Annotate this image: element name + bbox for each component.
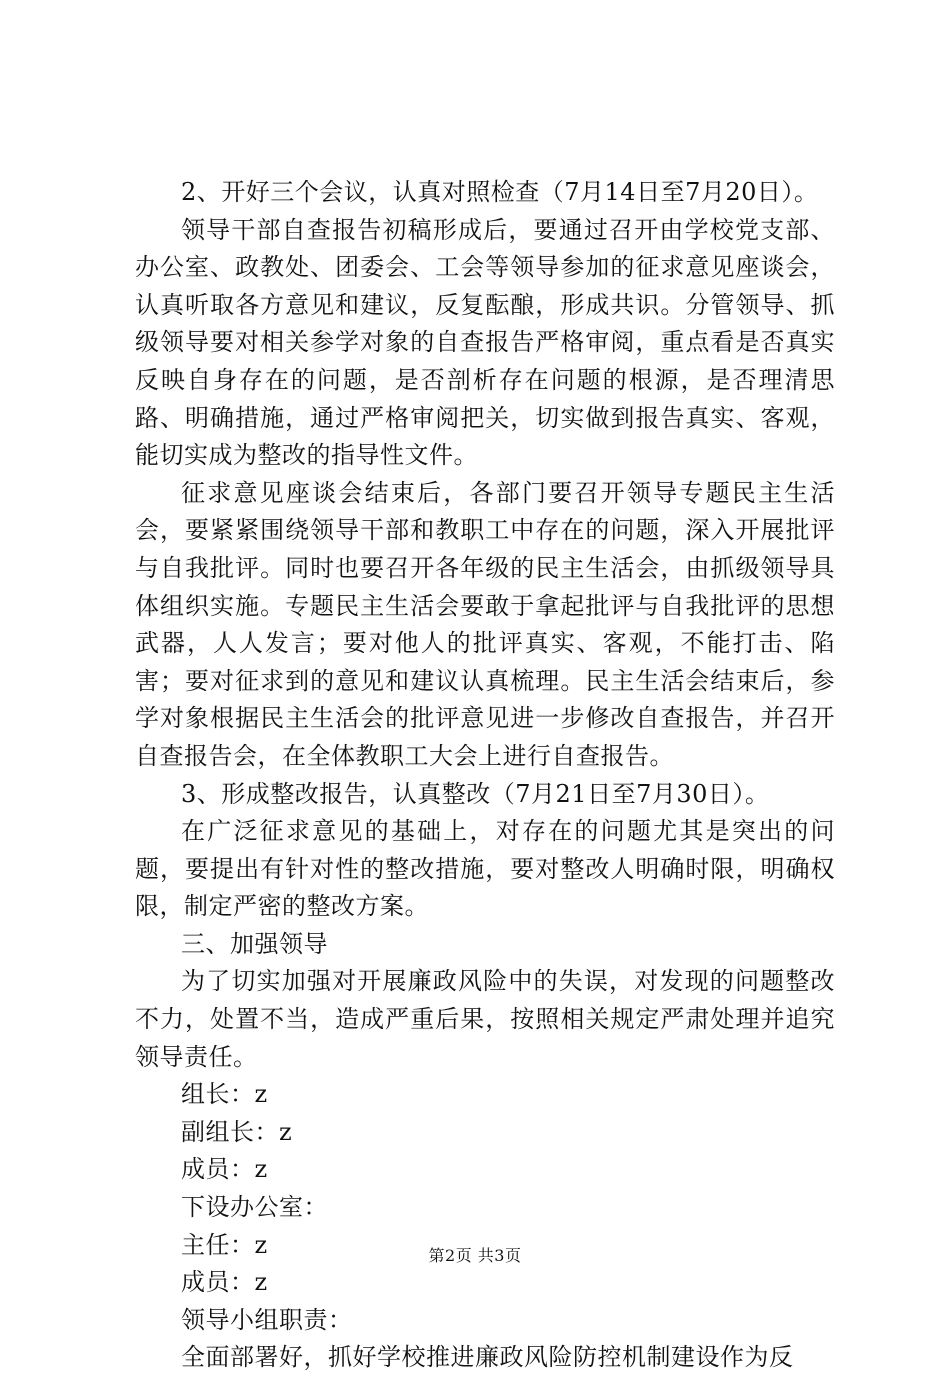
paragraph-rectification-heading: 3、形成整改报告，认真整改（7月21日至7月30日）。: [181, 779, 770, 808]
paragraph-duties-start: 全面部署好，抓好学校推进廉政风险防控机制建设作为反: [181, 1343, 794, 1372]
page-number-footer: 第2页 共3页: [428, 1246, 522, 1265]
deputy-leader-line: 副组长：z: [181, 1117, 293, 1146]
paragraph-accountability: 为了切实加强对开展廉政风险中的失误，对发现的问题整改不力，处置不当，造成严重后果，按照相关规定严肃处理并追究领导责任。: [135, 967, 835, 1071]
group-duties-heading: 领导小组职责：: [181, 1305, 353, 1334]
director-line: 主任：z: [181, 1230, 268, 1259]
paragraph-self-report-draft: 领导干部自查报告初稿形成后，要通过召开由学校党支部、办公室、政教处、团委会、工会等领导参加的征求意见座谈会，认真听取各方意见和建议，反复酝酿，形成共识。分管领导、抓级领导要对相关参学对象的自查报告严格审阅，重点看是否真实反映自身存在的问题，是否剖析存在问题的根源，是否理清思路、明确措施，通过严格审阅把关，切实做到报告真实、客观，能切实成为整改的指导性文件。: [135, 215, 835, 470]
office-line: 下设办公室：: [181, 1193, 328, 1222]
paragraph-democratic-life-meeting: 征求意见座谈会结束后，各部门要召开领导专题民主生活会，要紧紧围绕领导干部和教职工中存在的问题，深入开展批评与自我批评。同时也要召开各年级的民主生活会，由抓级领导具体组织实施。专题民主生活会要敢于拿起批评与自我批评的思想武器，人人发言；要对他人的批评真实、客观，不能打击、陷害；要对征求到的意见和建议认真梳理。民主生活会结束后，参学对象根据民主生活会的批评意见进一步修改自查报告，并召开自查报告会，在全体教职工大会上进行自查报告。: [135, 478, 835, 770]
paragraph-meeting-heading: 2、开好三个会议，认真对照检查（7月14日至7月20日）。: [181, 178, 819, 206]
members-line: 成员：z: [181, 1155, 268, 1184]
team-leader-line: 组长：z: [181, 1080, 268, 1109]
document-body: [135, 174, 835, 1377]
section-heading-leadership: 三、加强领导: [181, 929, 328, 958]
paragraph-rectification-plan: 在广泛征求意见的基础上，对存在的问题尤其是突出的问题，要提出有针对性的整改措施，要对整改人明确时限，明确权限，制定严密的整改方案。: [135, 817, 835, 921]
office-members-line: 成员：z: [181, 1268, 268, 1297]
